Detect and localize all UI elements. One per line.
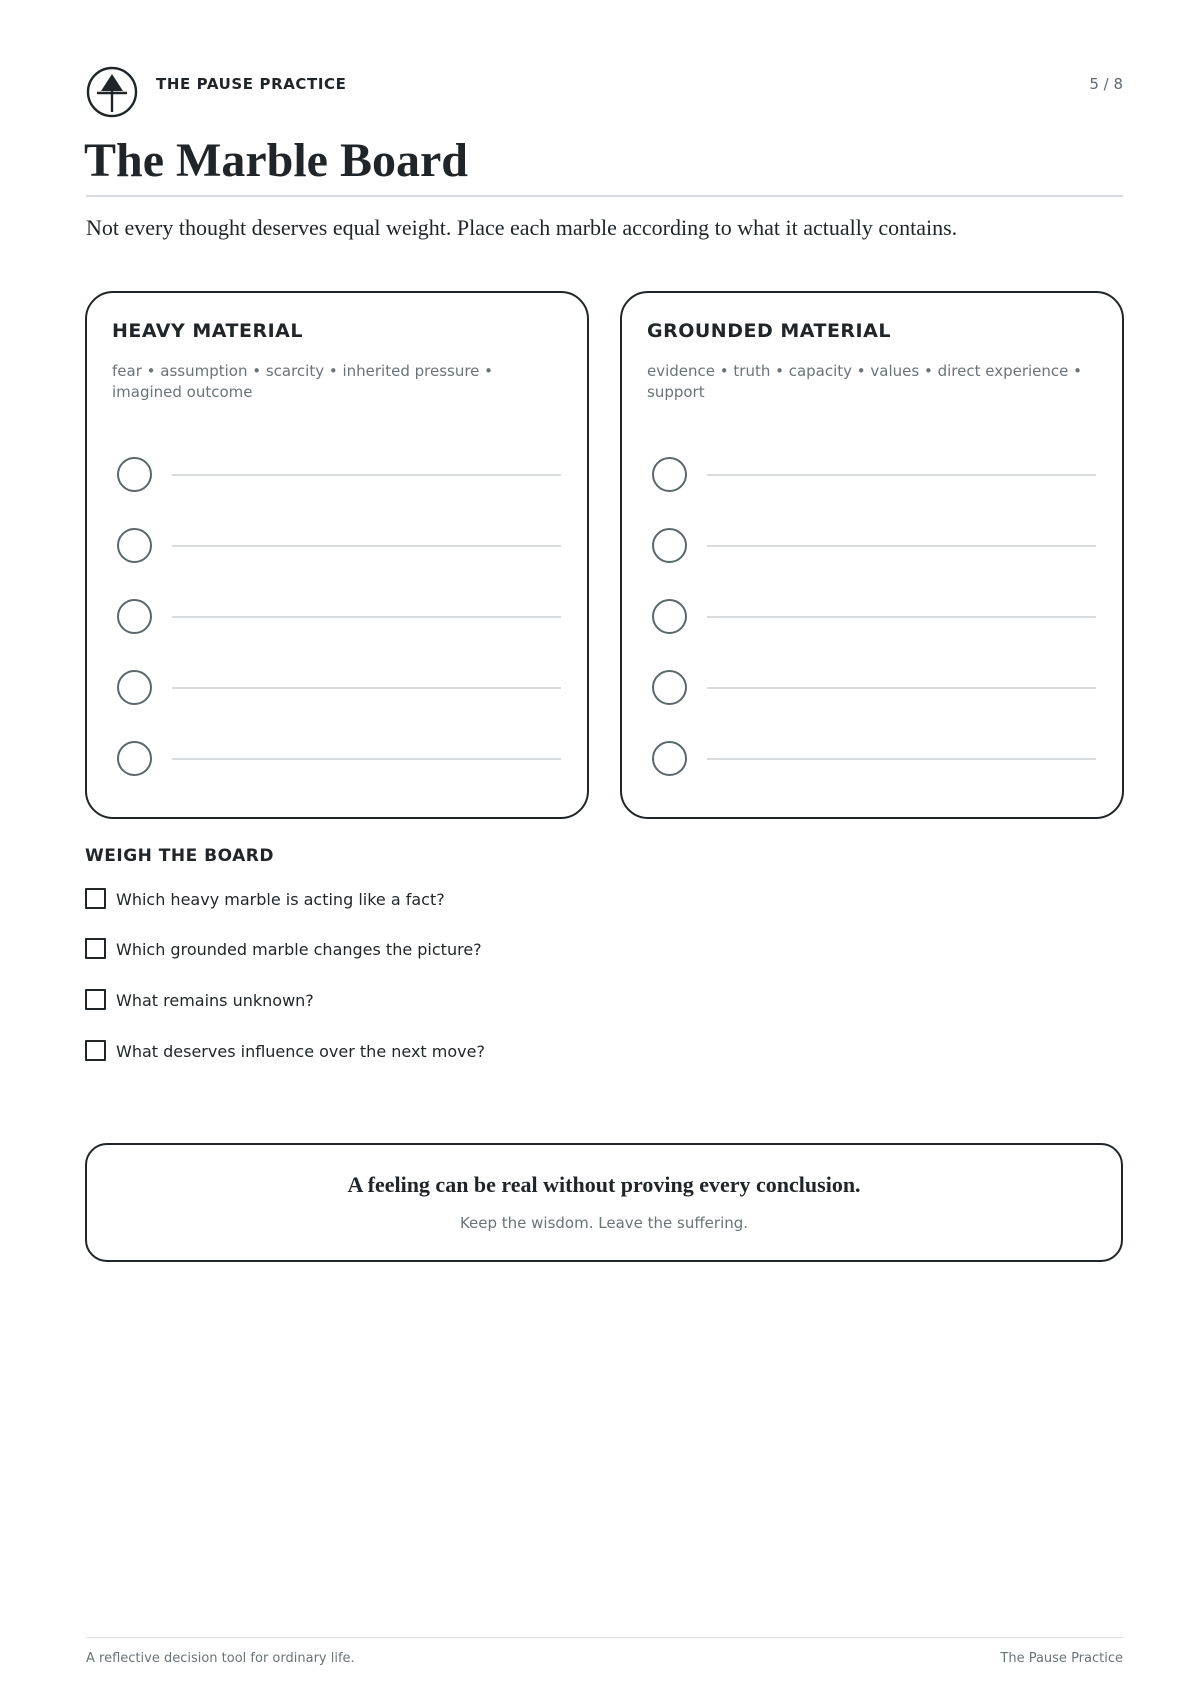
weigh-section-title: WEIGH THE BOARD [85,846,274,866]
marble-slot[interactable] [652,741,1092,777]
write-line[interactable] [707,474,1096,476]
quote-text: A feeling can be real without proving every conclusion. [347,1172,861,1197]
checklist-label: What remains unknown? [116,991,314,1010]
marble-circle[interactable] [652,741,687,776]
marble-slot[interactable] [117,670,557,706]
checklist-item[interactable] [85,1040,785,1064]
marble-slot[interactable] [117,457,557,493]
heavy-material-card [85,291,589,819]
card-tags: evidence • truth • capacity • values • direct experience • support [647,362,1082,401]
marble-slot[interactable] [652,670,1092,706]
checklist-label: What deserves influence over the next move? [116,1042,485,1061]
write-line[interactable] [707,758,1096,760]
grounded-material-card [620,291,1124,819]
footer-tagline: A reflective decision tool for ordinary life. [86,1651,355,1666]
marble-slot[interactable] [652,457,1092,493]
footer-divider [86,1637,1123,1638]
checkbox[interactable] [85,989,106,1010]
checklist-label: Which heavy marble is acting like a fact? [116,890,445,909]
marble-slot[interactable] [117,741,557,777]
marble-circle[interactable] [652,670,687,705]
page-title: The Marble Board [84,134,468,187]
brand-name: THE PAUSE PRACTICE [156,75,347,93]
page-header [86,66,1123,122]
write-line[interactable] [707,687,1096,689]
checklist-label: Which grounded marble changes the picture? [116,940,482,959]
write-line[interactable] [172,545,561,547]
marble-slot[interactable] [117,528,557,564]
page-indicator: 5 / 8 [1089,75,1123,93]
checklist-item[interactable] [85,938,785,962]
card-tags: fear • assumption • scarcity • inherited pressure • imagined outcome [112,362,494,401]
marble-circle[interactable] [652,599,687,634]
page-subtitle: Not every thought deserves equal weight. Place each marble according to what it actually contains. [86,215,958,240]
checkbox[interactable] [85,888,106,909]
title-divider [86,195,1123,197]
marble-slot[interactable] [652,528,1092,564]
quote-box [85,1143,1123,1262]
marble-circle[interactable] [117,741,152,776]
marble-circle[interactable] [117,457,152,492]
card-title: HEAVY MATERIAL [112,320,303,342]
marble-circle[interactable] [652,457,687,492]
tree-in-circle-icon [86,66,138,118]
checkbox[interactable] [85,1040,106,1061]
footer-brand: The Pause Practice [1000,1651,1123,1666]
write-line[interactable] [707,545,1096,547]
marble-circle[interactable] [117,528,152,563]
marble-slot[interactable] [117,599,557,635]
write-line[interactable] [172,758,561,760]
write-line[interactable] [707,616,1096,618]
marble-slot[interactable] [652,599,1092,635]
marble-circle[interactable] [652,528,687,563]
checklist-item[interactable] [85,888,785,912]
write-line[interactable] [172,687,561,689]
checklist-item[interactable] [85,989,785,1013]
card-title: GROUNDED MATERIAL [647,320,891,342]
checkbox[interactable] [85,938,106,959]
quote-subtext: Keep the wisdom. Leave the suffering. [459,1214,749,1232]
marble-circle[interactable] [117,670,152,705]
write-line[interactable] [172,474,561,476]
marble-circle[interactable] [117,599,152,634]
write-line[interactable] [172,616,561,618]
